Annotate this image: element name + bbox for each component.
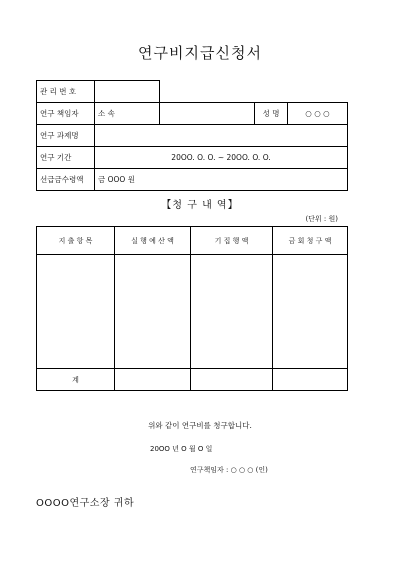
advance-received-label: 선급금수령액: [37, 169, 95, 191]
project-title-label: 연구 과제명: [37, 125, 95, 147]
total-budget-cell[interactable]: [115, 369, 191, 391]
total-claim-cell[interactable]: [273, 369, 348, 391]
name-label: 성 명: [255, 103, 288, 125]
applicant-info-table: [36, 80, 348, 191]
col-header-current-claim: 금 회 청 구 액: [273, 227, 348, 255]
budget-cell[interactable]: [115, 255, 191, 369]
executed-cell[interactable]: [191, 255, 273, 369]
unit-note: (단위 : 원): [305, 215, 338, 223]
col-header-budget: 실 행 예 산 액: [115, 227, 191, 255]
current-claim-cell[interactable]: [273, 255, 348, 369]
date-line: 20OO 년 O 월 O 일: [150, 445, 213, 453]
signer-line: 연구책임자 : ○ ○ ○ (인): [190, 466, 268, 474]
period-label: 연구 기간: [37, 147, 95, 169]
total-label: 계: [37, 369, 115, 391]
project-title-field[interactable]: [95, 125, 348, 147]
page-title: 연구비지급신청서: [138, 44, 262, 62]
mgmt-number-label: 관 리 번 호: [37, 81, 95, 103]
affiliation-label: 소 속: [95, 103, 160, 125]
col-header-executed: 기 집 행 액: [191, 227, 273, 255]
expense-item-cell[interactable]: [37, 255, 115, 369]
claim-table: [36, 226, 348, 391]
pi-label: 연구 책임자: [37, 103, 95, 125]
period-field[interactable]: 20OO. O. O. ~ 20OO. O. O.: [95, 147, 348, 169]
mgmt-number-field[interactable]: [95, 81, 160, 103]
affiliation-field[interactable]: [160, 103, 255, 125]
total-executed-cell[interactable]: [191, 369, 273, 391]
claim-section-title: 【청 구 내 역】: [161, 200, 239, 211]
addressee: OOOO연구소장 귀하: [36, 498, 135, 509]
col-header-expense-item: 지 출 항 목: [37, 227, 115, 255]
name-field[interactable]: ○ ○ ○: [288, 103, 348, 125]
claim-statement: 위와 같이 연구비를 청구합니다.: [148, 421, 252, 430]
advance-received-field[interactable]: 금 OOO 원: [95, 169, 348, 191]
